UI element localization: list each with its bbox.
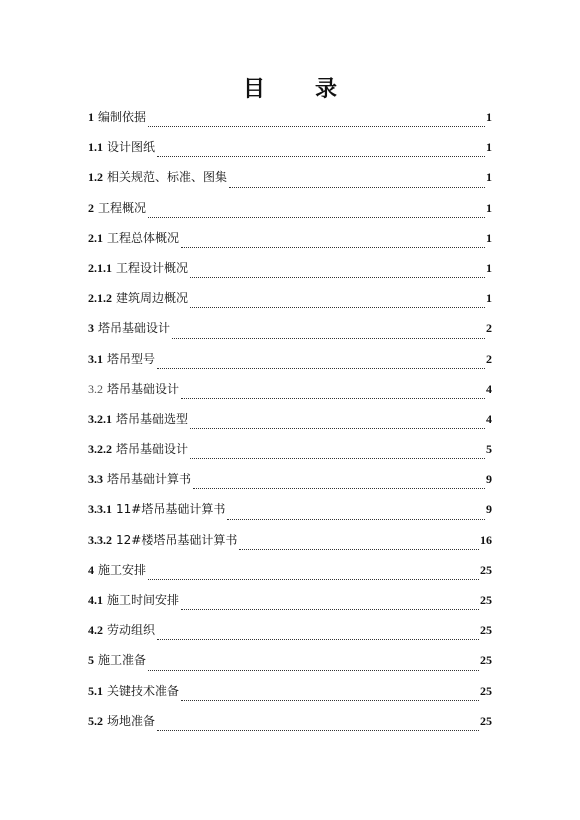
toc-entry-title: 施工安排 [98,562,147,577]
toc-entry-number: 3.3 [88,472,103,487]
toc-entry-title: 塔吊基础选型 [116,411,189,426]
toc-entry-number: 5.2 [88,713,103,728]
toc-entry-title: 工程设计概况 [116,260,189,275]
toc-entry-number: 1.2 [88,170,103,185]
toc-entry-title: 塔吊基础计算书 [107,472,192,487]
dot-leader [148,217,485,218]
toc-entry-number: 3.2.1 [88,411,112,426]
dot-leader [157,639,479,640]
toc-entry-number: 5.1 [88,683,103,698]
toc-entry-page: 25 [480,653,492,668]
toc-entry-page: 16 [480,532,492,547]
toc-entry-page: 5 [486,442,492,457]
toc-entry[interactable] [88,649,492,679]
toc-entry-title: 11#塔吊基础计算书 [116,502,226,517]
toc-entry-page: 25 [480,623,492,638]
toc-entry-title: 12#楼塔吊基础计算书 [116,532,238,547]
toc-title [0,70,580,104]
toc-entry[interactable] [88,106,492,136]
toc-entry[interactable] [88,710,492,740]
toc-entry-page: 1 [486,170,492,185]
dot-leader [181,609,479,610]
toc-entry-number: 3 [88,321,94,336]
dot-leader [190,277,485,278]
toc-entry-number: 1 [88,110,94,124]
toc-entry-number: 5 [88,653,94,668]
toc-entry-page: 25 [480,683,492,698]
toc-entry[interactable] [88,438,492,468]
dot-leader [181,700,479,701]
toc-entry[interactable] [88,468,492,498]
dot-leader [239,549,479,550]
toc-entry-page: 1 [486,260,492,275]
toc-entry-title: 施工准备 [98,653,147,668]
toc-entry[interactable] [88,559,492,589]
toc-entry-page: 25 [480,713,492,728]
toc-entry-number: 3.2 [88,381,103,396]
toc-entry[interactable] [88,166,492,196]
dot-leader [172,338,485,339]
toc-entry[interactable] [88,589,492,619]
toc-entry-page: 2 [486,351,492,366]
dot-leader [190,307,485,308]
toc-entry-number: 3.2.2 [88,442,112,457]
toc-entry[interactable] [88,287,492,317]
toc-entry-number: 1.1 [88,140,103,155]
dot-leader [157,156,485,157]
dot-leader [157,730,479,731]
toc-entry[interactable] [88,619,492,649]
toc-entry[interactable] [88,378,492,408]
dot-leader [193,488,485,489]
dot-leader [229,187,485,188]
toc-entry-number: 2.1 [88,230,103,245]
dot-leader [227,519,485,520]
toc-entry[interactable] [88,348,492,378]
toc-entry-title: 工程概况 [98,200,147,215]
dot-leader [181,247,485,248]
toc-entry[interactable] [88,498,492,528]
dot-leader [148,670,479,671]
toc-entry[interactable] [88,136,492,166]
toc-entry-number: 4.1 [88,593,103,607]
toc-entry-title: 塔吊基础设计 [98,321,171,336]
dot-leader [157,368,485,369]
toc-entry-title: 相关规范、标准、图集 [107,170,228,185]
toc-entry-title: 施工时间安排 [107,593,180,607]
toc-entry[interactable] [88,197,492,227]
toc-entry-number: 3.3.2 [88,532,112,547]
toc-entry-page: 9 [486,472,492,487]
toc-entry-number: 4.2 [88,623,103,638]
table-of-contents [88,106,492,740]
toc-entry[interactable] [88,227,492,257]
dot-leader [190,428,485,429]
toc-entry-page: 25 [480,593,492,607]
toc-entry-title: 建筑周边概况 [116,291,189,306]
toc-entry[interactable] [88,680,492,710]
toc-entry-page: 2 [486,321,492,336]
toc-entry-page: 1 [486,200,492,215]
toc-entry-title: 劳动组织 [107,623,156,638]
toc-title-char-2: 录 [315,76,338,102]
toc-entry-number: 2 [88,200,94,215]
dot-leader [148,579,479,580]
toc-entry-page: 25 [480,562,492,577]
toc-entry-page: 1 [486,140,492,155]
toc-entry-page: 9 [486,502,492,517]
dot-leader [190,458,485,459]
dot-leader [148,126,485,127]
toc-entry-title: 塔吊型号 [107,351,156,366]
toc-entry-title: 设计图纸 [107,140,156,155]
toc-title-char-1: 目 [242,76,265,102]
toc-entry-title: 塔吊基础设计 [116,442,189,457]
toc-entry-number: 4 [88,562,94,577]
toc-entry-title: 编制依据 [98,110,147,124]
toc-entry-page: 1 [486,291,492,306]
toc-entry-title: 关键技术准备 [107,683,180,698]
toc-entry-page: 1 [486,110,492,124]
toc-entry-page: 4 [486,411,492,426]
toc-entry-number: 3.1 [88,351,103,366]
toc-entry-title: 塔吊基础设计 [107,381,180,396]
toc-entry[interactable] [88,408,492,438]
toc-entry-page: 1 [486,230,492,245]
toc-entry-number: 3.3.1 [88,502,112,517]
toc-entry-title: 工程总体概况 [107,230,180,245]
toc-entry-title: 场地准备 [107,713,156,728]
toc-entry-page: 4 [486,381,492,396]
dot-leader [181,398,485,399]
toc-entry[interactable] [88,317,492,347]
toc-entry-number: 2.1.2 [88,291,112,306]
toc-entry-number: 2.1.1 [88,260,112,275]
toc-entry[interactable] [88,529,492,559]
toc-entry[interactable] [88,257,492,287]
